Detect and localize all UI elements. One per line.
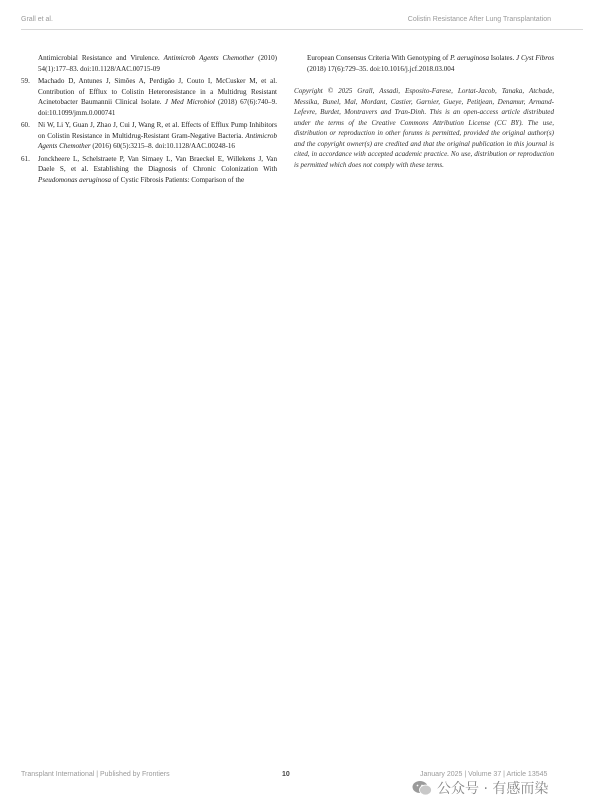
watermark [412, 778, 548, 798]
running-head-title: Colistin Resistance After Lung Transplantation [407, 16, 551, 23]
reference-text: Machado D, Antunes J, Simões A, Perdigão J, Couto I, McCusker M, et al. Contribution of Efflux to Colistin Heteroresistance in a Multidrug Resistant Acinetobacter Baumannii Clinical Isolate. J Med Microbiol (2018) 67(6):740–9. doi:10.1099/jmm.0.000741 [38, 77, 277, 117]
reference-item [21, 154, 277, 186]
header-rule [21, 29, 583, 30]
wechat-icon [412, 780, 432, 796]
page-number: 10 [282, 771, 290, 778]
reference-continuation: Antimicrobial Resistance and Virulence. Antimicrob Agents Chemother (2010) 54(1):177–83. doi:10.1128/AAC.00715-09 [38, 54, 277, 73]
footer-journal: Transplant International | Published by Frontiers [21, 771, 170, 778]
reference-item [21, 120, 277, 152]
copyright-notice: Copyright © 2025 Grall, Assadi, Esposito-Farese, Lortat-Jacob, Tanaka, Atchade, Messika, Bunel, Mal, Mordant, Castier, Garnier, Gueye, Petitjean, Denamur, Armand-Lefevre, Burdet, Montravers and Tran-Dinh. This is an open-access article distributed under the terms of the Creative Commons Attribution License (CC BY). The use, distribution or reproduction in other forums is permitted, provided the original author(s) and the copyright owner(s) are credited and that the original publication in this journal is cited, in accordance with accepted academic practice. No use, distribution or reproduction is permitted which does not comply with these terms. [294, 87, 554, 169]
reference-number: 59. [21, 77, 30, 85]
reference-text: Jonckheere L, Schelstraete P, Van Simaey L, Van Braeckel E, Willekens J, Van Daele S, et al. Establishing the Diagnosis of Chronic Colonization With Pseudomonas aeruginosa of Cystic Fibrosis Patients: Comparison of the [38, 154, 277, 184]
references-left-column [21, 53, 277, 187]
reference-number: 60. [21, 121, 30, 129]
running-head-authors: Grall et al. [21, 16, 53, 23]
reference-text: Ni W, Li Y, Guan J, Zhao J, Cui J, Wang R, et al. Effects of Efflux Pump Inhibitors on Colistin Resistance in Multidrug-Resistant Gram-Negative Bacteria. Antimicrob Agents Chemother (2016) 60(5):3215–8. doi:10.1128/AAC.00248-16 [38, 121, 277, 150]
footer-issue-info: January 2025 | Volume 37 | Article 13545 [420, 771, 548, 778]
reference-list [21, 76, 277, 185]
watermark-text: 公众号 · 有感而染 [437, 781, 549, 797]
reference-item [21, 76, 277, 118]
references-right-column [294, 53, 554, 170]
reference-continuation: European Consensus Criteria With Genotyping of P. aeruginosa Isolates. J Cyst Fibros (2018) 17(6):729–35. doi:10.1016/j.jcf.2018.03.004 [307, 54, 555, 73]
reference-number: 61. [21, 154, 30, 163]
